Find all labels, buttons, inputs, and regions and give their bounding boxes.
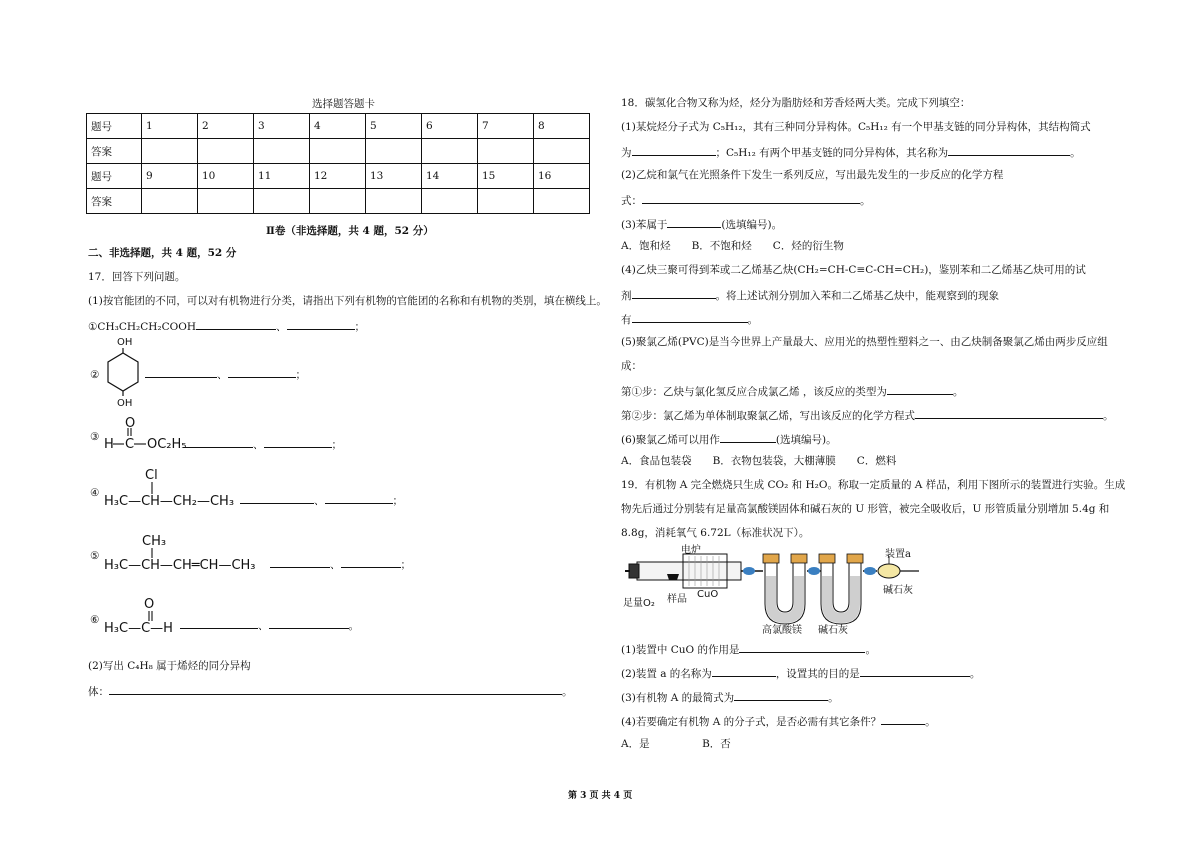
- table-cell: 11: [254, 164, 310, 189]
- label-cuo: CuO: [697, 589, 719, 600]
- label-soda-lime-2: 碱石灰: [883, 585, 913, 596]
- label: 为: [621, 147, 632, 159]
- answer-blank[interactable]: [264, 436, 332, 448]
- answer-blank[interactable]: [270, 556, 330, 568]
- separator: 、: [258, 620, 269, 632]
- q18-part5d: [621, 407, 1114, 423]
- punct: ；: [392, 495, 403, 507]
- table-cell: 9: [142, 164, 198, 189]
- separator: 、: [253, 439, 264, 451]
- q18-part6: [621, 431, 837, 447]
- answer-blank[interactable]: [720, 431, 776, 443]
- table-cell: 1: [142, 114, 198, 139]
- label: 体：: [88, 686, 109, 698]
- q17-item5-blanks: [270, 556, 411, 572]
- answer-blank[interactable]: [712, 665, 776, 677]
- answer-blank[interactable]: [881, 713, 925, 725]
- answer-cell[interactable]: [478, 189, 534, 214]
- formula-text: ①CH₃CH₂CH₂COOH: [88, 321, 197, 333]
- q17-item6-blanks: [180, 617, 359, 633]
- q18-part3-options: A．饱和烃 B．不饱和烃 C．烃的衍生物: [621, 240, 844, 252]
- q19-stem-a: 19．有机物 A 完全燃烧只生成 CO₂ 和 H₂O。称取一定质量的 A 样品，利用下图所示的装置进行实验。生成: [621, 479, 1126, 491]
- label: (3)有机物 A 的最简式为: [621, 692, 735, 704]
- answer-blank[interactable]: [667, 216, 721, 228]
- punct: 。: [828, 692, 839, 704]
- answer-blank[interactable]: [734, 689, 828, 701]
- answer-blank[interactable]: [948, 144, 1070, 156]
- q19-part4: [621, 713, 936, 729]
- answer-cell[interactable]: [310, 139, 366, 164]
- answer-cell[interactable]: [534, 189, 590, 214]
- q19-stem-c: 8.8g，消耗氧气 6.72L（标准状况下）。: [621, 527, 810, 539]
- formate-o: O: [125, 416, 136, 431]
- formate-h: H: [104, 437, 114, 452]
- q18-part1b: [621, 144, 1081, 160]
- answer-blank[interactable]: [269, 617, 349, 629]
- answer-blank[interactable]: [287, 318, 355, 330]
- table-cell: 16: [534, 164, 590, 189]
- label: (选填编号)。: [721, 219, 783, 231]
- answer-blank[interactable]: [325, 492, 393, 504]
- punct: 。: [969, 668, 981, 680]
- answer-blank[interactable]: [887, 383, 953, 395]
- punct: 。: [952, 386, 964, 398]
- answer-blank[interactable]: [642, 192, 860, 204]
- q17-part2: (2)写出 C₄H₈ 属于烯烃的同分异构: [88, 660, 251, 672]
- separator: 、: [314, 495, 325, 507]
- punct: 。: [1103, 410, 1114, 422]
- punct: ；: [354, 321, 366, 333]
- answer-card-table: [86, 113, 590, 214]
- table-cell: 4: [310, 114, 366, 139]
- q19-part3: [621, 689, 839, 705]
- q19-stem-b: 物先后通过分别装有足量高氯酸镁固体和碱石灰的 U 形管，被完全吸收后，U 形管质量分别增加 5.4g 和: [621, 503, 1110, 515]
- table-cell: 13: [366, 164, 422, 189]
- marker-5: ⑤: [90, 550, 100, 562]
- answer-blank[interactable]: [228, 366, 296, 378]
- label: (选填编号)。: [775, 434, 837, 446]
- table-cell: 6: [422, 114, 478, 139]
- oh-top: OH: [117, 337, 133, 348]
- answer-blank[interactable]: [739, 641, 865, 653]
- punct: 。: [348, 620, 359, 632]
- q19-part1: [621, 641, 876, 657]
- q18-stem: 18．碳氢化合物又称为烃，烃分为脂肪烃和芳香烃两大类。完成下列填空：: [621, 97, 971, 109]
- table-cell: 12: [310, 164, 366, 189]
- part2-heading: Ⅱ卷（非选择题，共 4 题，52 分）: [266, 225, 434, 237]
- answer-blank[interactable]: [183, 436, 253, 448]
- q17-stem: 17．回答下列问题。: [88, 271, 186, 283]
- marker-4: ④: [90, 487, 100, 499]
- answer-card-title: 选择题答题卡: [312, 98, 375, 110]
- answer-blank[interactable]: [196, 318, 276, 330]
- q18-part5a: (5)聚氯乙烯(PVC)是当今世界上产量最大、应用光的热塑性塑料之一、由乙炔制备聚氯乙烯由两步反应组: [621, 336, 1108, 348]
- chloro-cl: Cl: [145, 468, 158, 483]
- q17-item1: [88, 318, 365, 334]
- table-cell: 7: [478, 114, 534, 139]
- answer-blank[interactable]: [632, 311, 748, 323]
- q19-part2: [621, 665, 980, 681]
- table-cell: 5: [366, 114, 422, 139]
- answer-blank[interactable]: [915, 407, 1103, 419]
- marker-2: ②: [90, 369, 100, 381]
- table-cell: 题号: [87, 164, 142, 189]
- answer-blank[interactable]: [860, 665, 970, 677]
- answer-cell[interactable]: [142, 139, 198, 164]
- table-cell: 题号: [87, 114, 142, 139]
- label: ；C₅H₁₂ 有两个甲基支链的同分异构体，其名称为: [715, 147, 949, 159]
- punct: 。: [925, 716, 936, 728]
- q19-options: A．是 B．否: [621, 738, 731, 750]
- q18-part3: [621, 216, 782, 232]
- table-row: [87, 139, 590, 164]
- marker-6: ⑥: [90, 614, 100, 626]
- answer-cell[interactable]: [366, 139, 422, 164]
- answer-cell[interactable]: [142, 189, 198, 214]
- answer-cell[interactable]: [198, 139, 254, 164]
- q17-part2-answer: [88, 683, 573, 699]
- table-cell: 8: [534, 114, 590, 139]
- answer-blank[interactable]: [341, 556, 401, 568]
- answer-blank[interactable]: [145, 366, 217, 378]
- q18-part2a: (2)乙烷和氯气在光照条件下发生一系列反应，写出最先发生的一步反应的化学方程: [621, 169, 1004, 181]
- table-row: [87, 189, 590, 214]
- answer-blank[interactable]: [632, 287, 716, 299]
- label-sample: 样品: [667, 594, 687, 605]
- separator: 、: [276, 321, 287, 333]
- q17-part1: (1)按官能团的不同，可以对有机物进行分类，请指出下列有机物的官能团的名称和有机物的类别，填在横线上。: [88, 295, 607, 307]
- formate-oc2h5: OC₂H₅: [147, 437, 187, 452]
- label: (2)装置 a 的名称为: [621, 668, 712, 680]
- table-cell: 15: [478, 164, 534, 189]
- label: (3)苯属于: [621, 219, 668, 231]
- q18-part2b: [621, 192, 871, 208]
- answer-blank[interactable]: [240, 492, 314, 504]
- section-heading: 二、非选择题，共 4 题，52 分: [88, 247, 237, 259]
- q18-part5b: 成：: [621, 360, 642, 372]
- label: 第①步：乙炔与氯化氢反应合成氯乙烯 ，该反应的类型为: [621, 386, 887, 398]
- label: 。将上述试剂分别加入苯和二乙烯基乙炔中，能观察到的现象: [715, 290, 999, 302]
- alkene-ch3: CH₃: [142, 534, 167, 549]
- q17-item3-blanks: [183, 436, 342, 452]
- oh-bottom: OH: [117, 398, 133, 409]
- label-mg-perchlorate: 高氯酸镁: [762, 625, 802, 636]
- aldehyde-o: O: [144, 597, 155, 612]
- table-row: [87, 164, 590, 189]
- punct: 。: [562, 686, 573, 698]
- formate-c: C: [125, 437, 135, 452]
- table-row: [87, 114, 590, 139]
- punct: ；: [331, 439, 342, 451]
- table-cell: 10: [198, 164, 254, 189]
- punct: 。: [1070, 147, 1081, 159]
- punct: ；: [400, 559, 411, 571]
- answer-cell[interactable]: [254, 189, 310, 214]
- alkene-chain: H₃C—CH—CH═CH—CH₃: [104, 558, 256, 573]
- punct: 。: [865, 644, 876, 656]
- label: 式：: [621, 195, 642, 207]
- answer-cell[interactable]: [198, 189, 254, 214]
- table-cell: 答案: [87, 139, 142, 164]
- label-o2: 足量O₂: [623, 598, 655, 609]
- answer-cell[interactable]: [422, 139, 478, 164]
- q17-item4-blanks: [240, 492, 403, 508]
- chloro-chain: H₃C—CH—CH₂—CH₃: [104, 494, 235, 509]
- answer-cell[interactable]: [422, 189, 478, 214]
- answer-blank[interactable]: [180, 617, 258, 629]
- separator: 、: [330, 559, 341, 571]
- table-cell: 3: [254, 114, 310, 139]
- q18-part4a: (4)乙炔三聚可得到苯或二乙烯基乙炔(CH₂=CH-C≡C-CH=CH₂)，鉴别苯和二乙烯基乙炔可用的试: [621, 264, 1086, 276]
- label: 有: [621, 314, 632, 326]
- table-cell: 2: [198, 114, 254, 139]
- q18-part4b: [621, 287, 999, 303]
- label: (6)聚氯乙烯可以用作: [621, 434, 720, 446]
- label-device-a: 装置a: [885, 549, 911, 560]
- q18-part5c: [621, 383, 963, 399]
- label: 剂: [621, 290, 632, 302]
- q18-part4c: [621, 311, 758, 327]
- label: 第②步：氯乙烯为单体制取聚氯乙烯，写出该反应的化学方程式: [621, 410, 915, 422]
- punct: 。: [860, 195, 871, 207]
- answer-cell[interactable]: [534, 139, 590, 164]
- q18-part1a: (1)某烷烃分子式为 C₅H₁₂，其有三种同分异构体。C₅H₁₂ 有一个甲基支链的同分异构体，其结构简式: [621, 121, 1091, 133]
- label-soda-lime-1: 碱石灰: [818, 625, 848, 636]
- answer-cell[interactable]: [366, 189, 422, 214]
- answer-blank[interactable]: [109, 683, 562, 695]
- answer-cell[interactable]: [310, 189, 366, 214]
- q17-item2-blanks: [145, 366, 306, 382]
- answer-blank[interactable]: [632, 144, 716, 156]
- answer-cell[interactable]: [478, 139, 534, 164]
- q18-part6-options: A．食品包装袋 B．衣物包装袋，大棚薄膜 C．燃料: [621, 455, 897, 467]
- label: (4)若要确定有机物 A 的分子式，是否必需有其它条件？: [621, 716, 882, 728]
- answer-cell[interactable]: [254, 139, 310, 164]
- punct: ；: [295, 369, 306, 381]
- label: ，设置其的目的是: [775, 668, 860, 680]
- aldehyde-chain: H₃C—C—H: [104, 621, 173, 636]
- table-cell: 14: [422, 164, 478, 189]
- separator: 、: [217, 369, 228, 381]
- table-cell: 答案: [87, 189, 142, 214]
- label: (1)装置中 CuO 的作用是: [621, 644, 740, 656]
- punct: 。: [747, 314, 758, 326]
- label-furnace: 电炉: [681, 545, 701, 556]
- marker-3: ③: [90, 431, 100, 443]
- page-footer: 第 3 页 共 4 页: [568, 791, 633, 801]
